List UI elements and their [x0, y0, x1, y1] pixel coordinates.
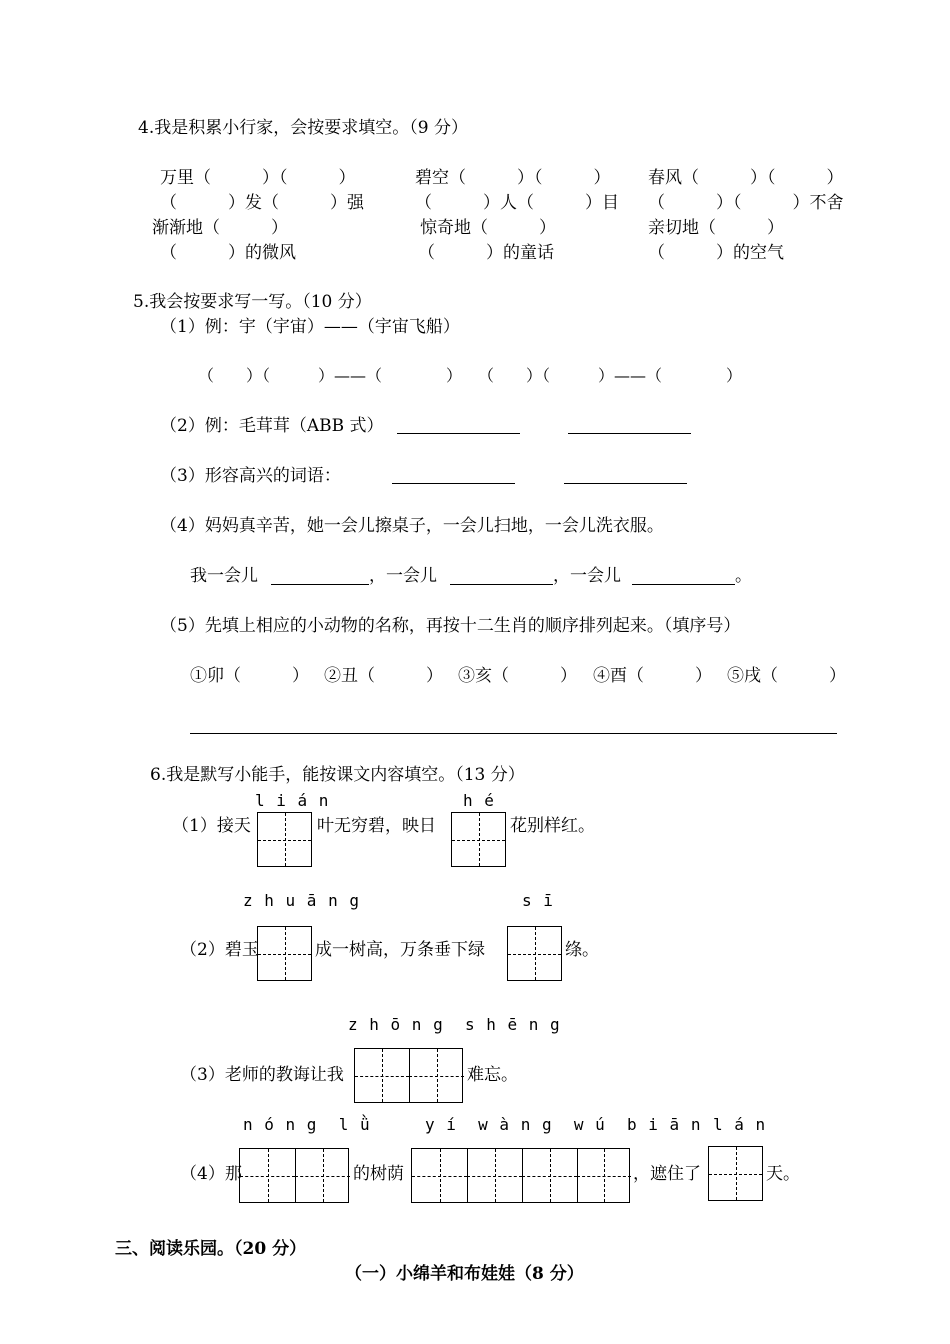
q6-l4-grid-2[interactable] [411, 1148, 630, 1203]
q6-l4-b: 的树荫 [353, 1164, 404, 1184]
q5-s5-item-4: ④酉（ ） [593, 666, 712, 686]
q6-l3-pinyin-1: z h ō n g s h ē n g [348, 1015, 561, 1034]
q5-s2: （2）例：毛茸茸（ABB 式） [160, 416, 384, 436]
q6-l4-pinyin-1: n ó n g l ǜ [243, 1115, 371, 1134]
q5-s4-b: ，一会儿 [369, 566, 437, 586]
q4-r2-c1: （ ）发（ ）强 [160, 193, 364, 213]
q6-l2-pinyin-1: z h u ā n g [243, 891, 360, 910]
sec3-title: 三、阅读乐园。（20 分） [115, 1239, 307, 1259]
q6-l1-c: 花别样红。 [510, 816, 595, 836]
q5-s5-item-2: ②丑（ ） [324, 666, 443, 686]
q6-l2-a: （2）碧玉 [180, 940, 259, 960]
q5-s4-c: ，一会儿 [553, 566, 621, 586]
q4-r2-c2: （ ）人（ ）目 [415, 193, 619, 213]
q6-l4-pinyin-2: y í w à n g w ú b i ā n [425, 1115, 702, 1134]
q5-title: 5.我会按要求写一写。（10 分） [133, 292, 372, 312]
q5-s5: （5）先填上相应的小动物的名称，再按十二生肖的顺序排列起来。（填序号） [160, 616, 741, 636]
q5-s2-blank-2[interactable] [568, 433, 691, 434]
q5-s3: （3）形容高兴的词语： [160, 466, 341, 486]
sec3-subtitle: （一）小绵羊和布娃娃（8 分） [345, 1264, 584, 1284]
q6-l3-a: （3）老师的教诲让我 [180, 1065, 344, 1085]
q6-l4-grid-1[interactable] [239, 1148, 349, 1203]
q6-l4-c: ，遮住了 [633, 1164, 701, 1184]
q6-l3-grid[interactable] [354, 1048, 463, 1103]
q4-r1-c1: 万里（ ）（ ） [160, 168, 356, 188]
q6-l2-b: 成一树高，万条垂下绿 [315, 940, 485, 960]
q6-l4-pinyin-3: l á n [713, 1115, 767, 1134]
q6-l2-pinyin-2: s ī [522, 891, 554, 910]
q6-l1-a: （1）接天 [172, 816, 251, 836]
q5-s5-item-1: ①卯（ ） [190, 666, 309, 686]
q6-l2-grid-2[interactable] [507, 926, 562, 981]
q6-l4-grid-3[interactable] [708, 1146, 763, 1201]
q6-l2-grid-1[interactable] [257, 926, 312, 981]
q6-l1-grid-1[interactable] [257, 812, 312, 867]
q6-l1-grid-2[interactable] [451, 812, 506, 867]
q6-title: 6.我是默写小能手，能按课文内容填空。（13 分） [150, 765, 525, 785]
q5-s5-item-5: ⑤戌（ ） [727, 666, 846, 686]
q4-r3-c3: 亲切地（ ） [648, 218, 784, 238]
q4-title: 4.我是积累小行家，会按要求填空。（9 分） [138, 118, 468, 138]
q5-s4-a: 我一会儿 [190, 566, 258, 586]
q5-s3-blank-2[interactable] [564, 483, 687, 484]
q5-s3-blank-1[interactable] [392, 483, 515, 484]
q5-s4: （4）妈妈真辛苦，她一会儿擦桌子，一会儿扫地，一会儿洗衣服。 [160, 516, 664, 536]
q6-l2-c: 绦。 [565, 940, 599, 960]
q4-r4-c3: （ ）的空气 [648, 243, 784, 263]
q4-r1-c3: 春风（ ）（ ） [648, 168, 844, 188]
q4-r2-c3: （ ）（ ）不舍 [648, 193, 844, 213]
q6-l4-d: 天。 [766, 1164, 800, 1184]
q5-s2-blank-1[interactable] [397, 433, 520, 434]
q4-r3-c2: 惊奇地（ ） [420, 218, 556, 238]
q5-s1: （1）例：宇（宇宙）——（宇宙飞船） [160, 317, 460, 337]
q5-s4-blank-1[interactable] [271, 584, 369, 585]
q4-r3-c1: 渐渐地（ ） [152, 218, 288, 238]
q6-l1-pinyin-2: h é [463, 791, 495, 810]
q6-l3-b: 难忘。 [467, 1065, 518, 1085]
q5-s4-blank-2[interactable] [450, 584, 553, 585]
q6-l1-b: 叶无穷碧，映日 [317, 816, 436, 836]
q6-l4-a: （4）那 [180, 1164, 242, 1184]
q4-r4-c2: （ ）的童话 [418, 243, 554, 263]
q5-s5-item-3: ③亥（ ） [458, 666, 577, 686]
q5-s5-answer-line[interactable] [190, 733, 837, 734]
q5-s4-blank-3[interactable] [632, 584, 735, 585]
q5-s4-end: 。 [735, 566, 752, 586]
q4-r1-c2: 碧空（ ）（ ） [415, 168, 611, 188]
q4-r4-c1: （ ）的微风 [160, 243, 296, 263]
q5-s1-fill: （ ）（ ）——（ ） （ ）（ ）——（ ） [198, 366, 743, 385]
q6-l1-pinyin-1: l i á n [255, 791, 330, 810]
